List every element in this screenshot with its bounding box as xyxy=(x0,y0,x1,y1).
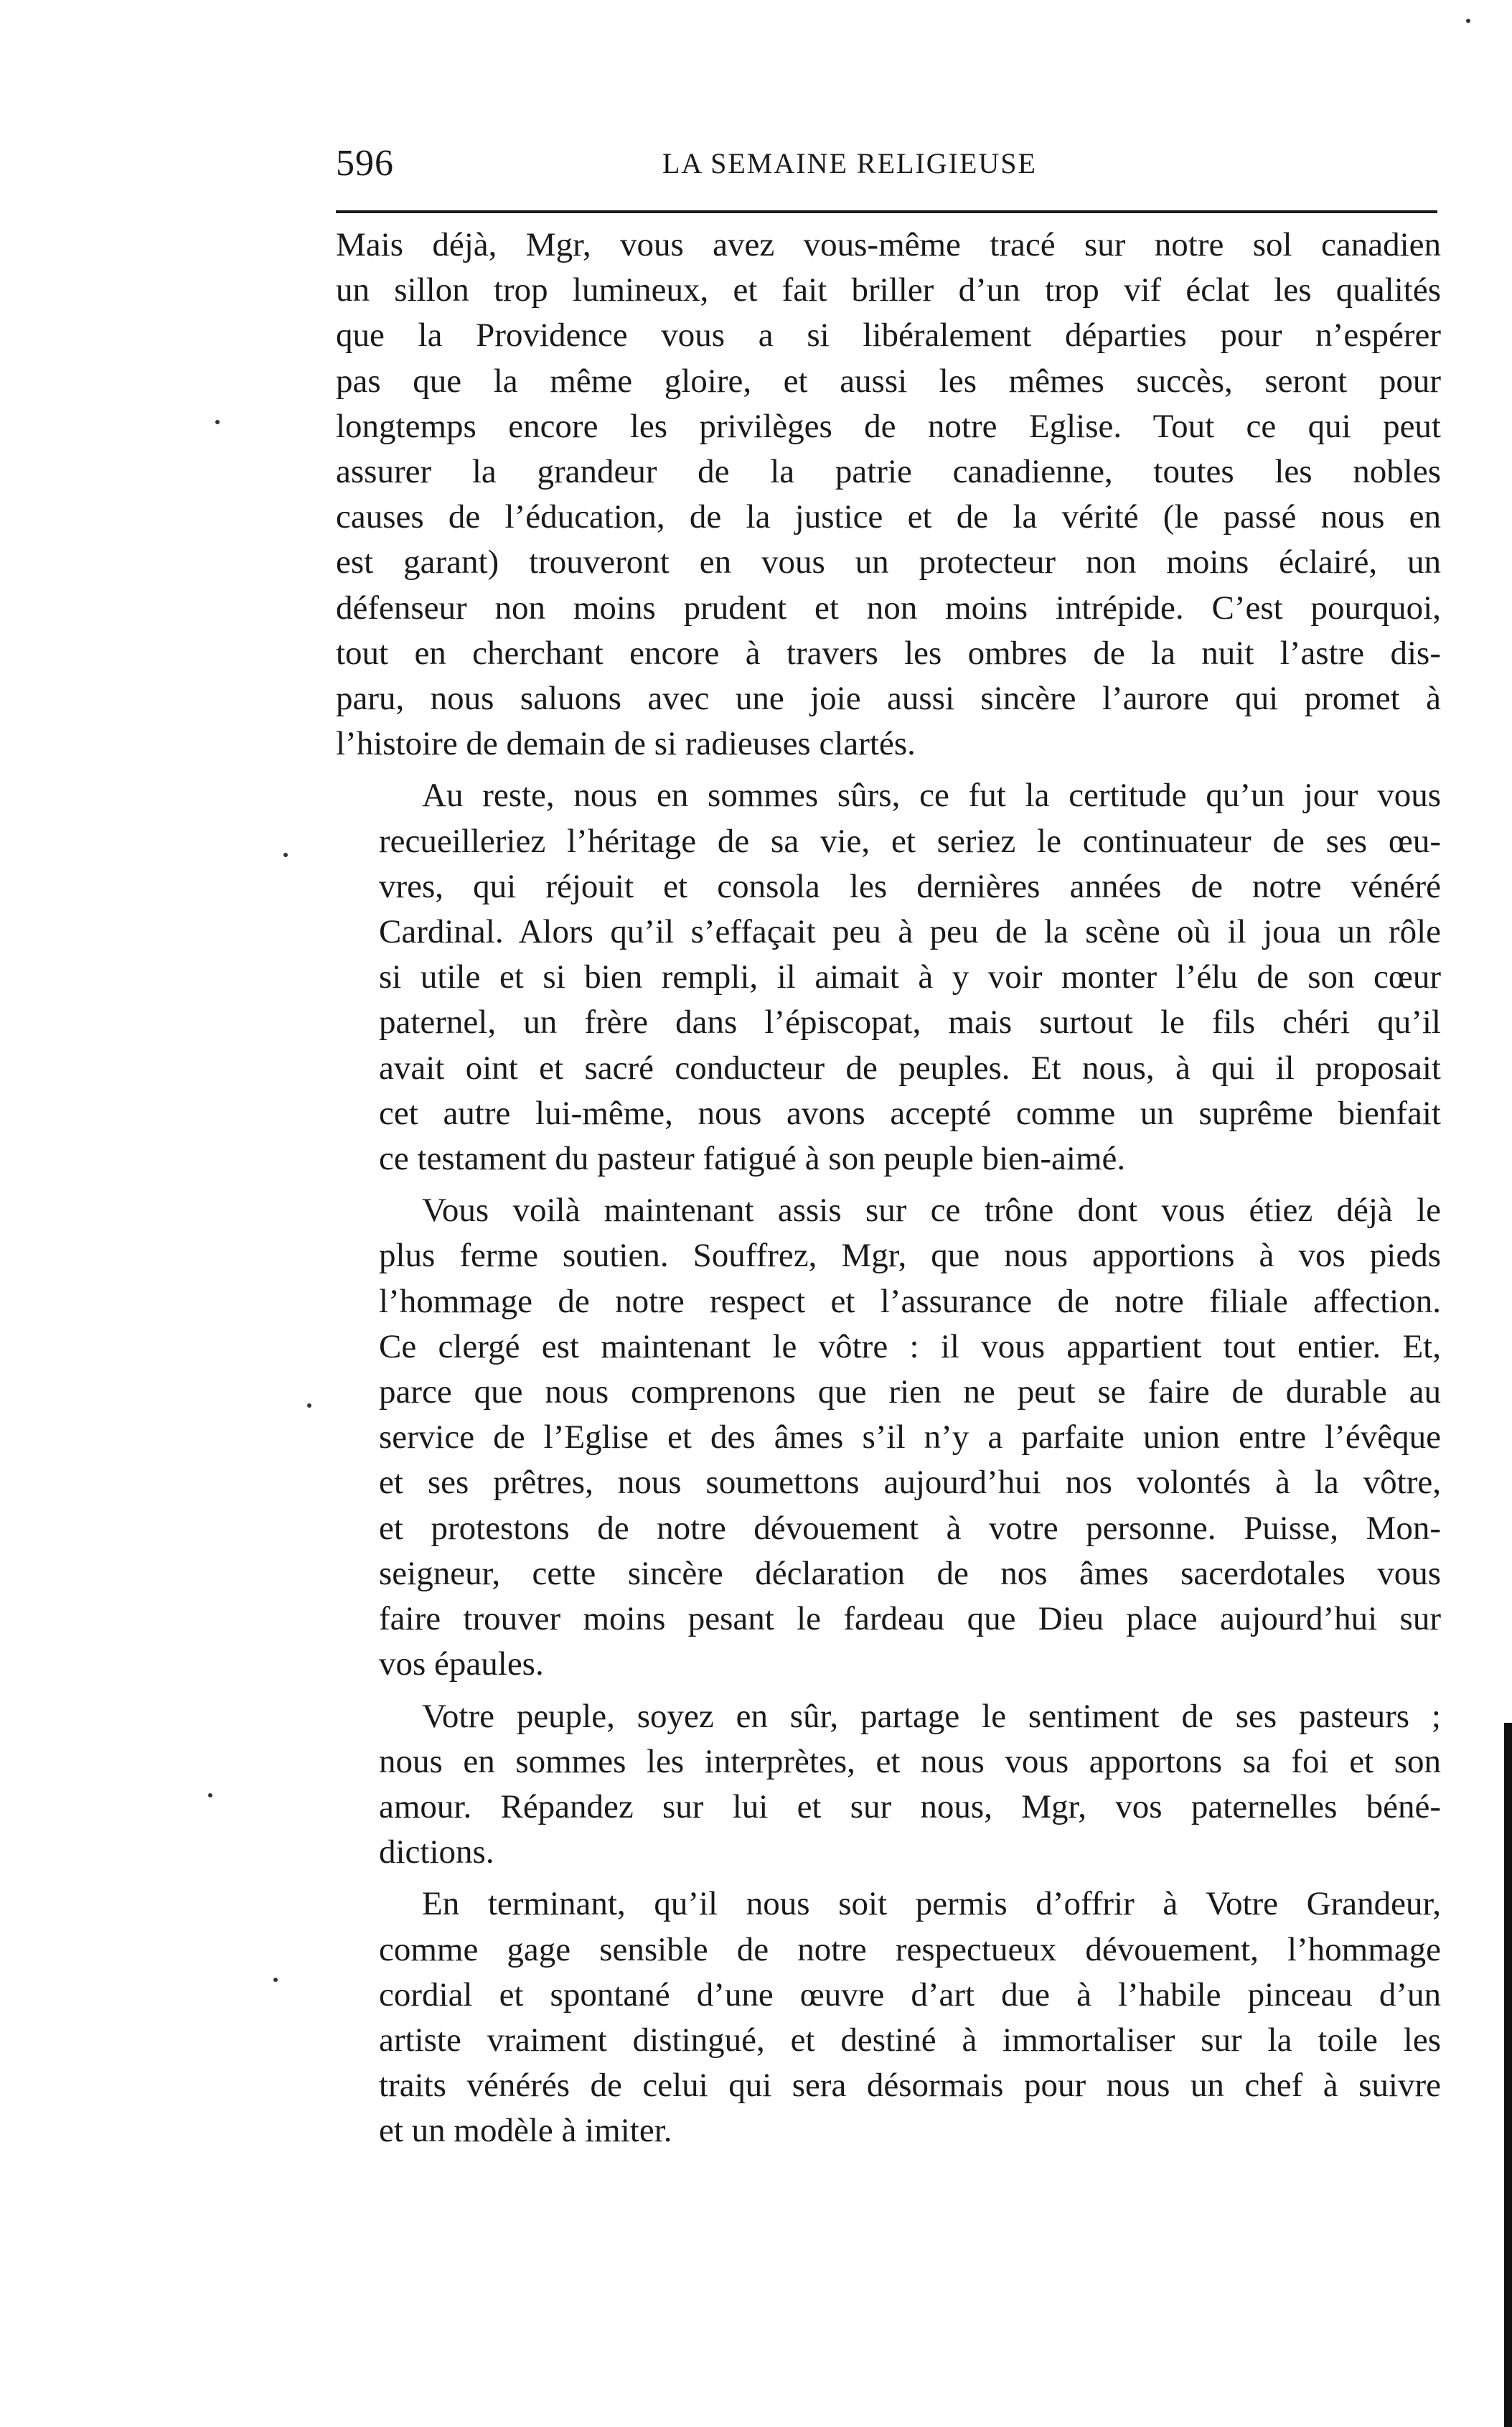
text-line: traits vénérés de celui qui sera désormais pour nous un chef à suivre xyxy=(379,2067,1441,2105)
text-line: cet autre lui-même, nous avons accepté comme un suprême bienfait xyxy=(379,1094,1441,1132)
text-line: vres, qui réjouit et consola les dernières années de notre vénéré xyxy=(379,867,1441,905)
text-line: Votre peuple, soyez en sûr, partage le sentiment de ses pasteurs ; xyxy=(422,1697,1441,1735)
text-line: et protestons de notre dévouement à votre personne. Puisse, Mon- xyxy=(379,1509,1441,1547)
text-line: pas que la même gloire, et aussi les mêmes succès, seront pour xyxy=(336,362,1441,400)
text-line: et ses prêtres, nous soumettons aujourd’hui nos volontés à la vôtre, xyxy=(379,1464,1441,1502)
paragraph xyxy=(336,773,1441,1182)
header-rule xyxy=(336,210,1437,213)
text-line: Ce clergé est maintenant le vôtre : il vous appartient tout entier. Et, xyxy=(379,1327,1441,1365)
text-line: amour. Répandez sur lui et sur nous, Mgr, vos paternelles béné- xyxy=(379,1787,1441,1825)
page-header xyxy=(336,142,1437,192)
text-line: Vous voilà maintenant assis sur ce trône dont vous étiez déjà le xyxy=(422,1192,1441,1230)
text-body xyxy=(336,223,1441,2154)
text-line: tout en cherchant encore à travers les ombres de la nuit l’astre dis- xyxy=(336,634,1441,672)
text-line: faire trouver moins pesant le fardeau que Dieu place aujourd’hui sur xyxy=(379,1600,1441,1638)
text-line: artiste vraiment distingué, et destiné à immortaliser sur la toile les xyxy=(379,2021,1441,2059)
text-line: plus ferme soutien. Souffrez, Mgr, que nous apportions à vos pieds xyxy=(379,1237,1441,1275)
text-line: seigneur, cette sincère déclaration de nos âmes sacerdotales vous xyxy=(379,1554,1441,1592)
text-line: vos épaules. xyxy=(379,1645,544,1683)
text-line: paternel, un frère dans l’épiscopat, mais surtout le fils chéri qu’il xyxy=(379,1004,1441,1042)
text-line: si utile et si bien rempli, il aimait à y voir monter l’élu de son cœur xyxy=(379,958,1441,996)
text-line: service de l’Eglise et des âmes s’il n’y a parfaite union entre l’évêque xyxy=(379,1418,1441,1456)
text-line: nous en sommes les interprètes, et nous vous apportons sa foi et son xyxy=(379,1742,1441,1780)
text-line: l’histoire de demain de si radieuses clartés. xyxy=(336,725,916,763)
page-edge-shadow xyxy=(1504,1723,1512,2427)
text-line: avait oint et sacré conducteur de peuples. Et nous, à qui il proposait xyxy=(379,1049,1441,1087)
paragraph xyxy=(336,1881,1441,2154)
text-line: Cardinal. Alors qu’il s’effaçait peu à peu de la scène où il joua un rôle xyxy=(379,913,1441,951)
text-line: recueilleriez l’héritage de sa vie, et seriez le continuateur de ses œu- xyxy=(379,822,1441,860)
text-line: un sillon trop lumineux, et fait briller d’un trop vif éclat les qualités xyxy=(336,271,1441,309)
text-line: l’hommage de notre respect et l’assurance de notre filiale affection. xyxy=(379,1282,1441,1320)
text-line: défenseur non moins prudent et non moins intrépide. C’est pourquoi, xyxy=(336,589,1441,627)
text-line: assurer la grandeur de la patrie canadienne, toutes les nobles xyxy=(336,453,1441,491)
text-line: ce testament du pasteur fatigué à son peuple bien-aimé. xyxy=(379,1140,1126,1178)
text-line: que la Providence vous a si libéralement départies pour n’espérer xyxy=(336,317,1441,355)
page-number: 596 xyxy=(336,143,394,184)
paragraph xyxy=(336,223,1441,767)
paragraph xyxy=(336,1188,1441,1687)
text-line: causes de l’éducation, de la justice et de la vérité (le passé nous en xyxy=(336,498,1441,536)
text-line: longtemps encore les privilèges de notre Eglise. Tout ce qui peut xyxy=(336,407,1441,445)
text-line: comme gage sensible de notre respectueux dévouement, l’hommage xyxy=(379,1930,1441,1968)
text-line: cordial et spontané d’une œuvre d’art due à l’habile pinceau d’un xyxy=(379,1975,1441,2014)
text-line: et un modèle à imiter. xyxy=(379,2112,672,2150)
text-line: En terminant, qu’il nous soit permis d’offrir à Votre Grandeur, xyxy=(422,1885,1441,1923)
text-line: Au reste, nous en sommes sûrs, ce fut la certitude qu’un jour vous xyxy=(422,777,1441,815)
text-line: dictions. xyxy=(379,1833,494,1871)
text-line: paru, nous saluons avec une joie aussi sincère l’aurore qui promet à xyxy=(336,680,1441,718)
text-line: est garant) trouveront en vous un protecteur non moins éclairé, un xyxy=(336,543,1441,581)
text-line: parce que nous comprenons que rien ne peut se faire de durable au xyxy=(379,1373,1441,1411)
running-title: LA SEMAINE RELIGIEUSE xyxy=(662,147,1037,179)
paragraph xyxy=(336,1694,1441,1876)
text-line: Mais déjà, Mgr, vous avez vous-même tracé sur notre sol canadien xyxy=(336,226,1441,263)
